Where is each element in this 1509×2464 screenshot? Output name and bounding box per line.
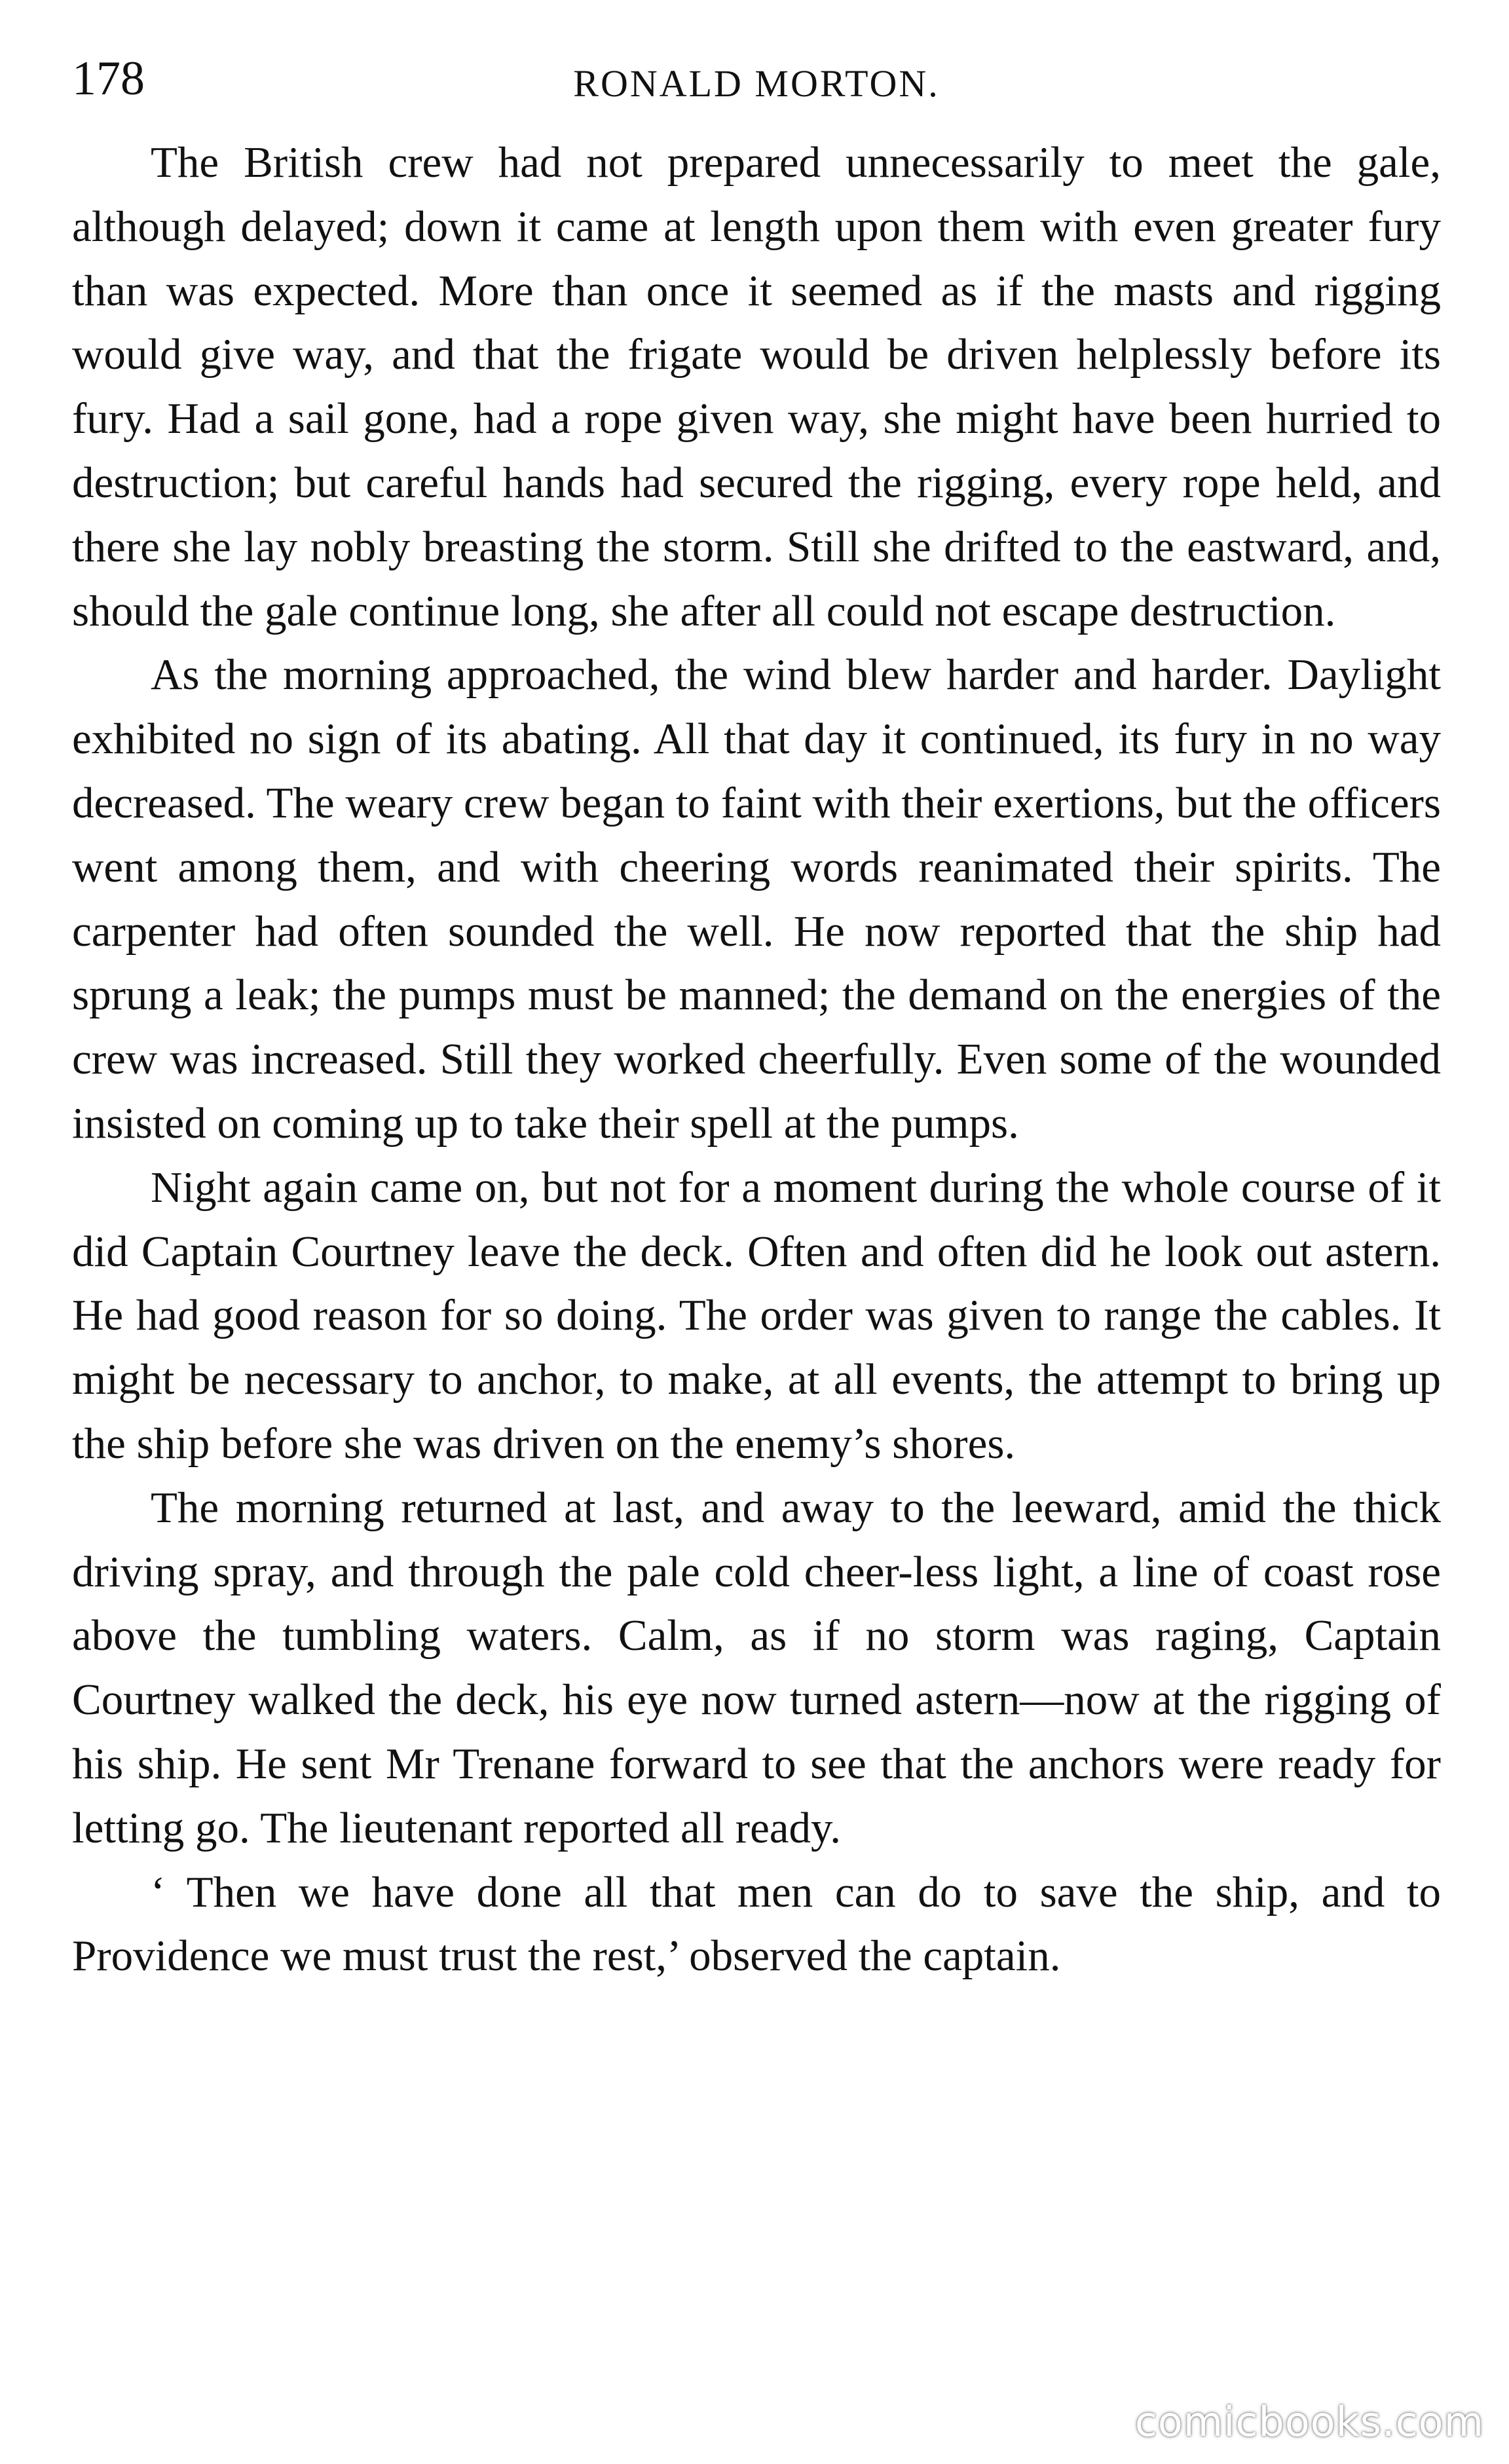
body-text xyxy=(72,131,1441,1988)
paragraph-4: The morning returned at last, and away to the leeward, amid the thick driving spray, and through the pale cold cheer-less light, a line of coast rose above the tumbling waters. Calm, as if no storm was raging, Captain Courtney walked the deck, his eye now turned astern—now at the rigging of his ship. He sent Mr Trenane forward to see that the anchors were ready for letting go. The lieutenant reported all ready. xyxy=(72,1483,1441,1852)
paragraph-5: ‘ Then we have done all that men can do to save the ship, and to Providence we must trust the rest,’ observed the captain. xyxy=(72,1867,1441,1981)
paragraph-3: Night again came on, but not for a moment during the whole course of it did Captain Courtney leave the deck. Often and often did he look out astern. He had good reason for so doing. The order was given to range the cables. It might be necessary to anchor, to make, at all events, the attempt to bring up the ship before she was driven on the enemy’s shores. xyxy=(72,1163,1441,1468)
page-header xyxy=(72,46,1441,124)
paragraph-1: The British crew had not prepared unnecessarily to meet the gale, although delayed; down it came at length upon them with even greater fury than was expected. More than once it seemed as if the masts and rigging would give way, and that the frigate would be driven helplessly before its fury. Had a sail gone, had a rope given way, she might have been hurried to destruction; but careful hands had secured the rigging, every rope held, and there she lay nobly breasting the storm. Still she drifted to the eastward, and, should the gale continue long, she after all could not escape destruction. xyxy=(72,138,1441,635)
watermark: comicbooks.com xyxy=(1134,2398,1484,2446)
book-page xyxy=(72,46,1441,2430)
paragraph-2: As the morning approached, the wind blew harder and harder. Daylight exhibited no sign of its abating. All that day it continued, its fury in no way decreased. The weary crew began to faint with their exertions, but the officers went among them, and with cheering words reanimated their spirits. The carpenter had often sounded the well. He now reported that the ship had sprung a leak; the pumps must be manned; the demand on the energies of the crew was increased. Still they worked cheerfully. Even some of the wounded insisted on coming up to take their spell at the pumps. xyxy=(72,650,1441,1148)
running-head: RONALD MORTON. xyxy=(573,62,940,105)
page-number: 178 xyxy=(72,52,145,105)
